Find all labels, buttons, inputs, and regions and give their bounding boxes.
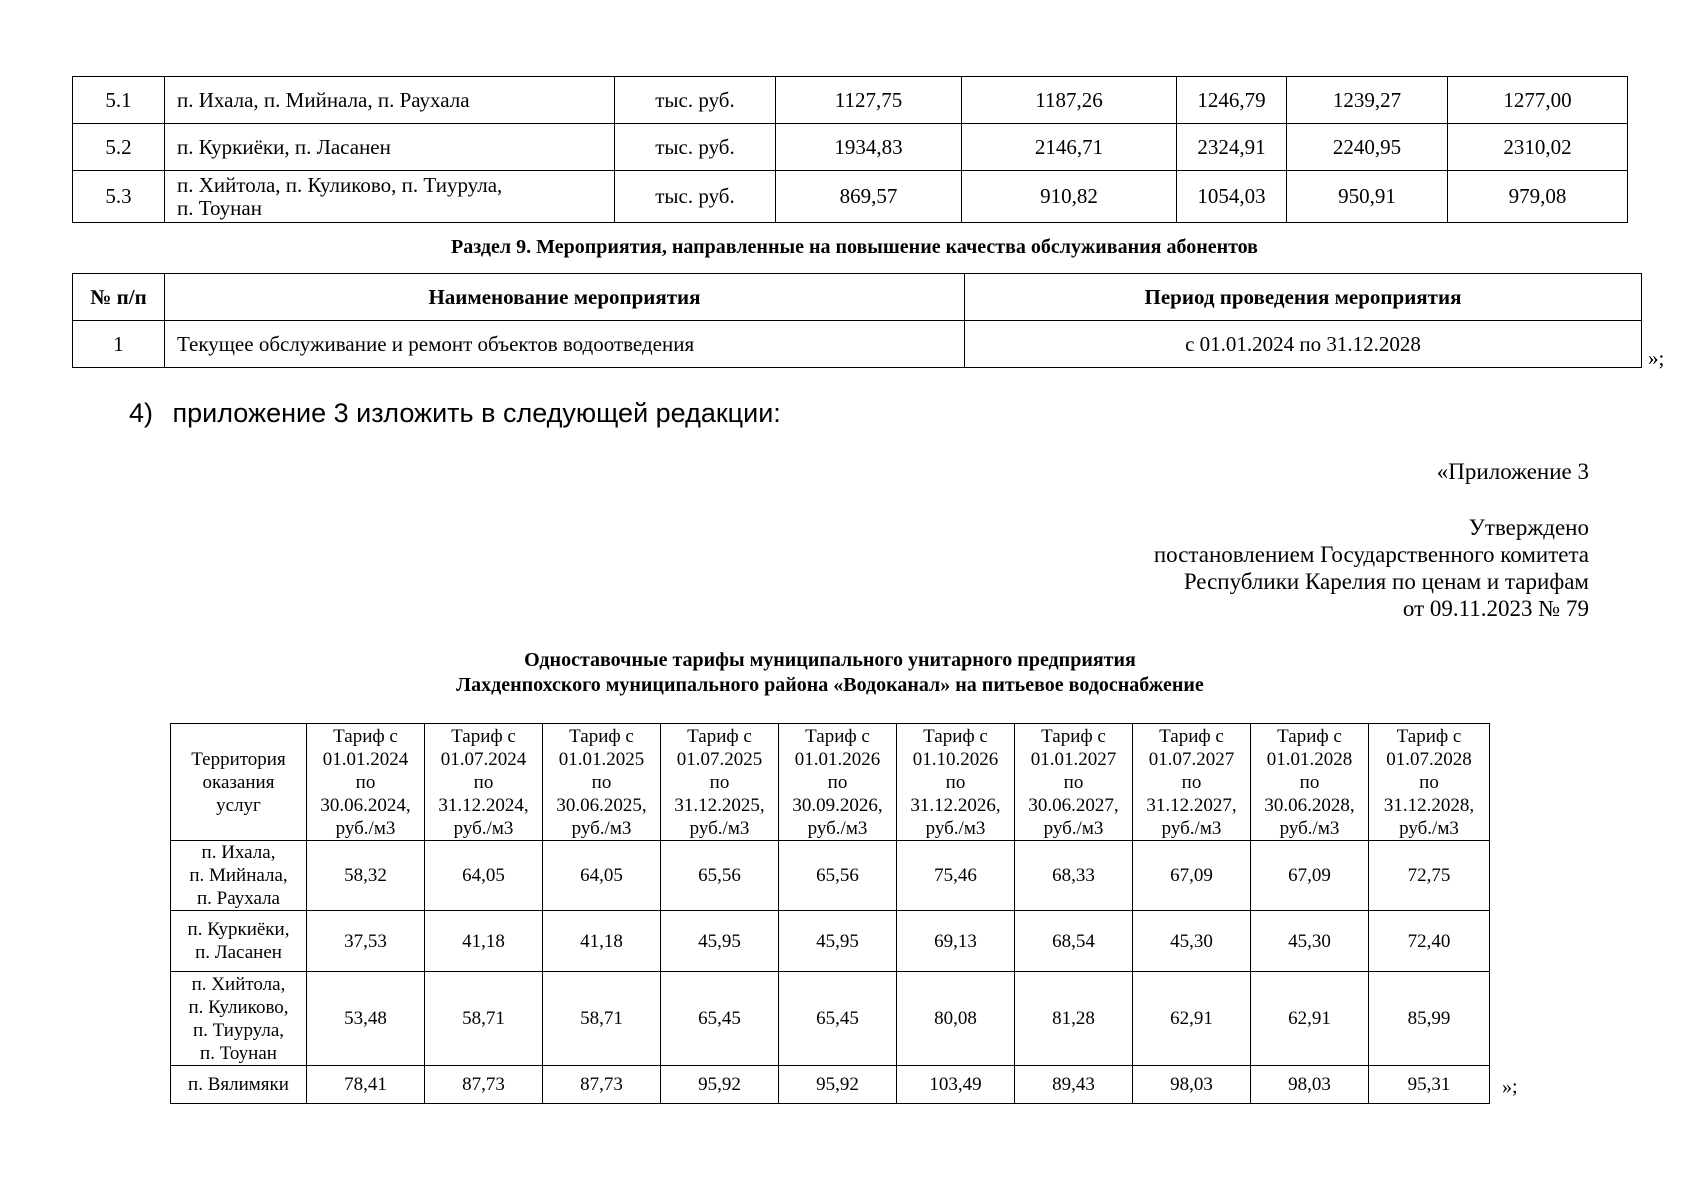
value-cell: 910,82 [962,171,1177,223]
tariff-cell: 103,49 [897,1066,1015,1104]
period-header: Тариф с 01.07.2024 по 31.12.2024, руб./м3 [425,724,543,841]
unit: тыс. руб. [615,124,776,171]
period-header: Тариф с 01.07.2027 по 31.12.2027, руб./м3 [1133,724,1251,841]
tariff-cell: 58,71 [543,972,661,1066]
value-cell: 1187,26 [962,77,1177,124]
table-header-row [73,274,1642,321]
measure-name: Текущее обслуживание и ремонт объектов водоотведения [165,321,965,368]
approval-line: Республики Карелия по ценам и тарифам [1183,569,1589,594]
value-cell: 1277,00 [1448,77,1628,124]
territory-name: п. Куркиёки, п. Ласанен [165,124,615,171]
period-header: Тариф с 01.01.2025 по 30.06.2025, руб./м3 [543,724,661,841]
territory-cell: п. Вялимяки [171,1066,307,1104]
tariff-cell: 67,09 [1133,841,1251,911]
tariff-cell: 41,18 [543,911,661,972]
approval-line: от 09.11.2023 № 79 [1402,596,1589,621]
tariff-cell: 62,91 [1251,972,1369,1066]
territory-name: п. Хийтола, п. Куликово, п. Тиурула, п. Тоунан [165,171,615,223]
table-row [73,124,1628,171]
tariff-cell: 58,32 [307,841,425,911]
tariff-cell: 53,48 [307,972,425,1066]
approval-line: постановлением Государственного комитета [1153,542,1589,567]
period-header: Тариф с 01.01.2024 по 30.06.2024, руб./м3 [307,724,425,841]
value-cell: 1054,03 [1177,171,1287,223]
territory-cell: п. Куркиёки, п. Ласанен [171,911,307,972]
tariff-cell: 72,75 [1369,841,1490,911]
row-number: 5.1 [73,77,165,124]
value-cell: 2240,95 [1287,124,1448,171]
table-row [73,321,1642,368]
territory-cell: п. Хийтола, п. Куликово, п. Тиурула, п. Тоунан [171,972,307,1066]
row-number: 5.2 [73,124,165,171]
tariff-cell: 45,30 [1251,911,1369,972]
value-cell: 869,57 [776,171,962,223]
tariff-cell: 45,95 [661,911,779,972]
tariff-cell: 87,73 [543,1066,661,1104]
value-cell: 2146,71 [962,124,1177,171]
tariff-cell: 95,31 [1369,1066,1490,1104]
tariff-cell: 95,92 [661,1066,779,1104]
value-cell: 2324,91 [1177,124,1287,171]
value-cell: 2310,02 [1448,124,1628,171]
closing-quote: »; [1502,1076,1518,1098]
tariff-cell: 68,33 [1015,841,1133,911]
tariff-cell: 87,73 [425,1066,543,1104]
tariff-cell: 95,92 [779,1066,897,1104]
value-cell: 950,91 [1287,171,1448,223]
tariff-table [170,723,1490,1104]
table-row [73,77,1628,124]
unit: тыс. руб. [615,171,776,223]
tariff-cell: 65,45 [661,972,779,1066]
tariff-cell: 98,03 [1133,1066,1251,1104]
approval-block [1154,514,1589,622]
table-row [171,841,1490,911]
tariff-cell: 41,18 [425,911,543,972]
value-cell: 1127,75 [776,77,962,124]
column-header: № п/п [73,274,165,321]
tariff-cell: 65,56 [661,841,779,911]
infrastructure-cost-table [72,76,1628,223]
tariff-cell: 64,05 [543,841,661,911]
tariff-cell: 45,95 [779,911,897,972]
value-cell: 1246,79 [1177,77,1287,124]
value-cell: 1934,83 [776,124,962,171]
territory-cell: п. Ихала, п. Мийнала, п. Раухала [171,841,307,911]
closing-quote: »; [1648,346,1665,370]
value-cell: 979,08 [1448,171,1628,223]
tariff-table-title [0,648,1660,698]
tariff-cell: 69,13 [897,911,1015,972]
column-header: Наименование мероприятия [165,274,965,321]
table-row [171,972,1490,1066]
period-header: Тариф с 01.01.2028 по 30.06.2028, руб./м3 [1251,724,1369,841]
period-header: Тариф с 01.01.2027 по 30.06.2027, руб./м3 [1015,724,1133,841]
measure-period: с 01.01.2024 по 31.12.2028 [965,321,1642,368]
table-row [171,911,1490,972]
measures-table [72,273,1642,368]
period-header: Тариф с 01.07.2028 по 31.12.2028, руб./м3 [1369,724,1490,841]
row-number: 5.3 [73,171,165,223]
tariff-cell: 58,71 [425,972,543,1066]
row-number: 1 [73,321,165,368]
tariff-cell: 98,03 [1251,1066,1369,1104]
list-text: приложение 3 изложить в следующей редакции: [172,398,781,428]
unit: тыс. руб. [615,77,776,124]
tariff-cell: 78,41 [307,1066,425,1104]
tariff-cell: 81,28 [1015,972,1133,1066]
tariff-cell: 80,08 [897,972,1015,1066]
title-line: Одноставочные тарифы муниципального унитарного предприятия [524,649,1136,671]
tariff-cell: 75,46 [897,841,1015,911]
table-row [171,1066,1490,1104]
tariff-cell: 72,40 [1369,911,1490,972]
appendix-label: «Приложение 3 [1436,459,1589,484]
value-cell: 1239,27 [1287,77,1448,124]
table-row [73,171,1628,223]
tariff-cell: 68,54 [1015,911,1133,972]
tariff-cell: 65,56 [779,841,897,911]
tariff-cell: 65,45 [779,972,897,1066]
territory-header: Территория оказания услуг [171,724,307,841]
territory-name: п. Ихала, п. Мийнала, п. Раухала [165,77,615,124]
column-header: Период проведения мероприятия [965,274,1642,321]
approval-line: Утверждено [1468,515,1589,540]
period-header: Тариф с 01.10.2026 по 31.12.2026, руб./м3 [897,724,1015,841]
list-number: 4) [129,398,154,428]
tariff-cell: 64,05 [425,841,543,911]
tariff-cell: 67,09 [1251,841,1369,911]
period-header: Тариф с 01.01.2026 по 30.09.2026, руб./м3 [779,724,897,841]
tariff-cell: 45,30 [1133,911,1251,972]
table-header-row [171,724,1490,841]
period-header: Тариф с 01.07.2025 по 31.12.2025, руб./м3 [661,724,779,841]
title-line: Лахденпохского муниципального района «Водоканал» на питьевое водоснабжение [456,674,1204,696]
section-title: Раздел 9. Мероприятия, направленные на повышение качества обслуживания абонентов [451,236,1258,258]
tariff-cell: 85,99 [1369,972,1490,1066]
tariff-cell: 89,43 [1015,1066,1133,1104]
tariff-cell: 37,53 [307,911,425,972]
list-item [129,398,781,429]
tariff-cell: 62,91 [1133,972,1251,1066]
